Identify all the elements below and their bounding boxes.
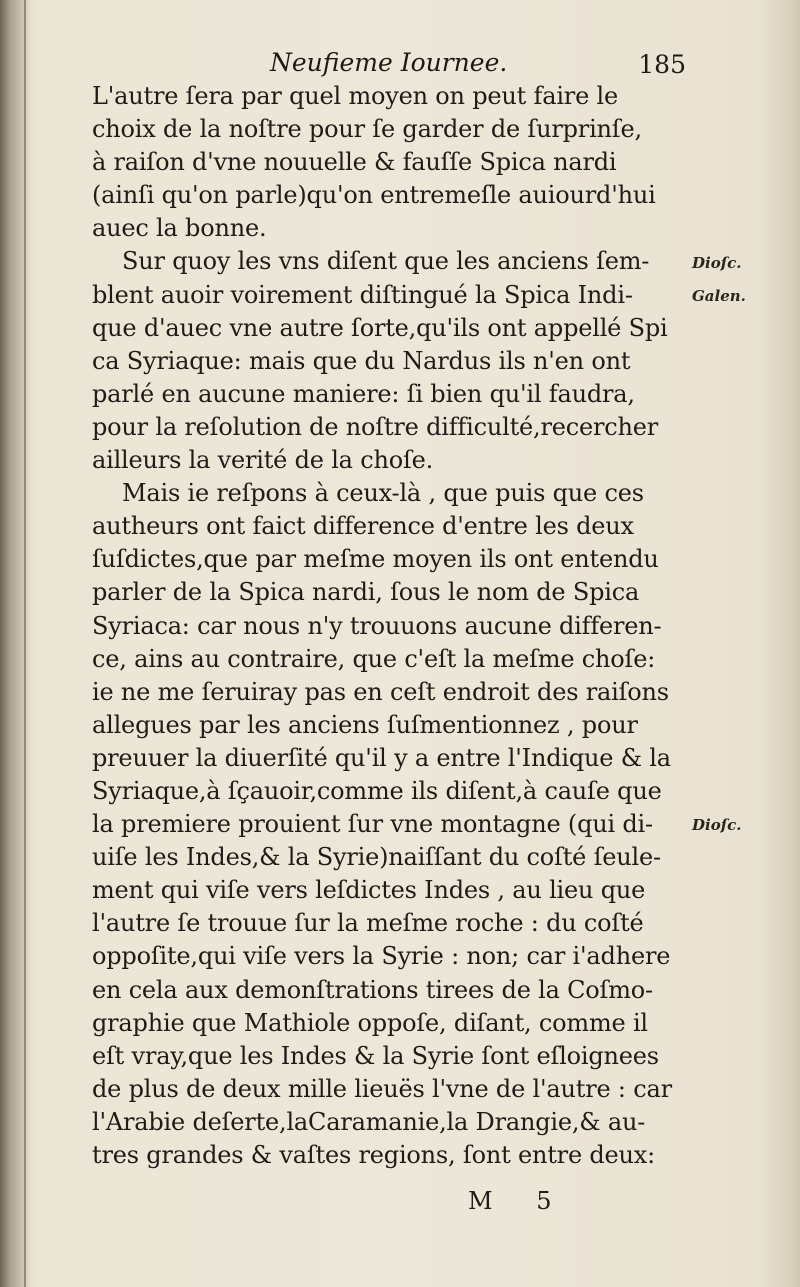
text-line: ce, ains au contraire, que c'eſt la meſme choſe: <box>92 644 656 673</box>
text-line: ca Syriaque: mais que du Nardus ils n'en ont <box>92 346 631 375</box>
text-line: Sur quoy les vns diſent que les anciens ſem- <box>122 247 650 276</box>
text-line: Syriaque,à ſçauoir,comme ils diſent,à cauſe que <box>92 776 662 805</box>
text-line: uiſe les Indes,& la Syrie)naiſſant du coſté ſeule- <box>92 843 661 872</box>
running-title: Neufieme Iournee. <box>270 48 508 77</box>
page-edge <box>24 0 26 1287</box>
body-text <box>92 80 686 1172</box>
text-line: pour la reſolution de noſtre difficulté,recercher <box>92 412 659 441</box>
text-line: preuuer la diuerſité qu'il y a entre l'Indique & la <box>92 743 671 772</box>
text-line: en cela aux demonſtrations tirees de la Coſmo- <box>92 975 653 1004</box>
margin-note: Dioſc. <box>692 816 742 835</box>
text-line: Syriaca: car nous n'y trouuons aucune differen- <box>92 611 662 640</box>
margin-note: Galen. <box>692 286 746 305</box>
text-line: auec la bonne. <box>92 214 267 243</box>
text-line: (ainſi qu'on parle)qu'on entremeſle auiourd'hui <box>92 181 656 210</box>
text-line: parlé en aucune maniere: ſi bien qu'il faudra, <box>92 379 635 408</box>
text-line: ie ne me ſeruiray pas en ceſt endroit des raiſons <box>92 677 669 706</box>
text-line: choix de la noſtre pour ſe garder de ſurprinſe, <box>92 115 642 144</box>
text-line: graphie que Mathiole oppoſe, diſant, comme il <box>92 1008 648 1037</box>
text-line: la premiere prouient ſur vne montagne (qui di- <box>92 810 653 839</box>
text-line: l'Arabie deſerte,laCaramanie,la Drangie,& au- <box>92 1107 646 1136</box>
signature-mark: M 5 <box>468 1187 570 1215</box>
page-header <box>100 44 700 84</box>
text-line: allegues par les anciens ſuſmentionnez , pour <box>92 710 638 739</box>
text-line: tres grandes & vaſtes regions, ſont entre deux: <box>92 1141 656 1169</box>
text-line: ment qui viſe vers leſdictes Indes , au lieu que <box>92 876 646 905</box>
margin-note: Dioſc. <box>692 253 742 272</box>
text-line: que d'auec vne autre ſorte,qu'ils ont appellé Spi <box>92 313 668 342</box>
text-line: eſt vray,que les Indes & la Syrie ſont eſloignees <box>92 1041 659 1070</box>
text-line: blent auoir voirement diſtingué la Spica Indi- <box>92 280 633 309</box>
text-line: ſuſdictes,que par meſme moyen ils ont entendu <box>92 545 659 574</box>
text-line: L'autre ſera par quel moyen on peut faire le <box>92 82 618 110</box>
text-line: autheurs ont faict difference d'entre les deux <box>92 512 634 541</box>
text-line: de plus de deux mille lieuës l'vne de l'autre : car <box>92 1074 672 1103</box>
text-line: à raiſon d'vne nouuelle & fauſſe Spica nardi <box>92 148 617 177</box>
text-line: Mais ie reſpons à ceux-là , que puis que ces <box>122 479 644 508</box>
text-line: oppoſite,qui viſe vers la Syrie : non; car i'adhere <box>92 942 671 971</box>
text-line: parler de la Spica nardi, ſous le nom de Spica <box>92 578 640 607</box>
text-line: ailleurs la verité de la choſe. <box>92 446 434 475</box>
page-number: 185 <box>638 50 686 79</box>
text-line: l'autre ſe trouue ſur la meſme roche : du coſté <box>92 909 644 938</box>
